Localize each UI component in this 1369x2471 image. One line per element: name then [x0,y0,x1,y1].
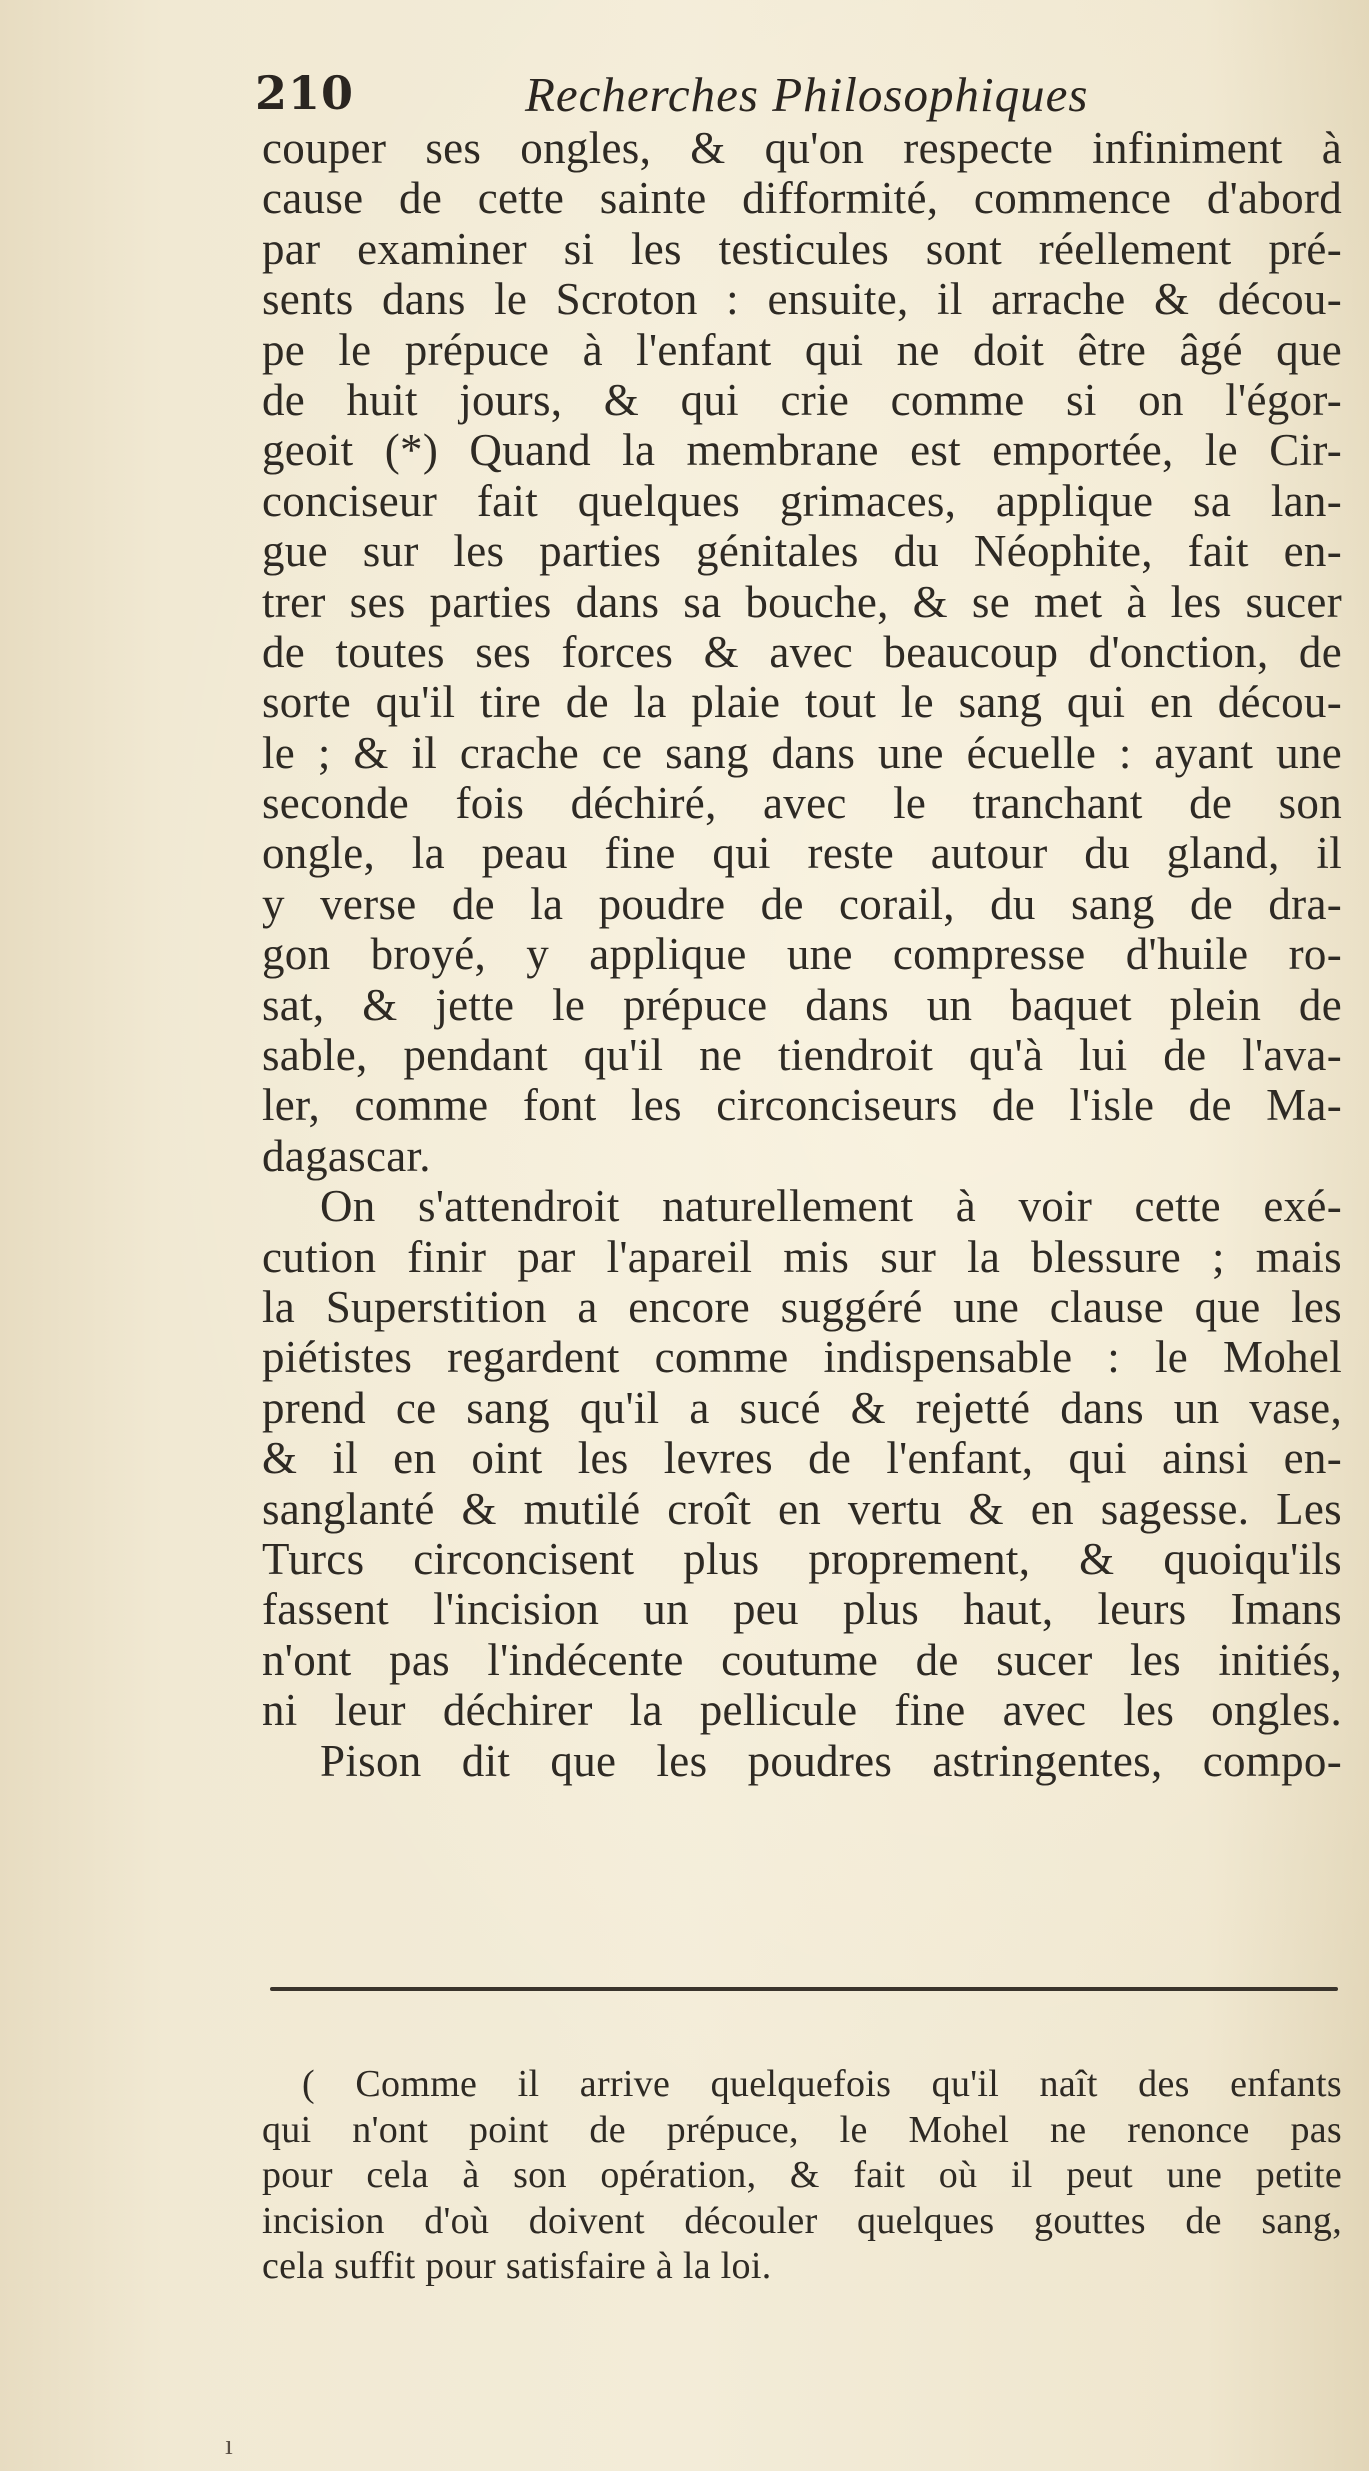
text-line: ongle, la peau fine qui reste autour du gland, il [262,828,1342,879]
text-line: piétistes regardent comme indispensable : le Mohel [262,1332,1342,1383]
margin-mark: ı [225,2430,233,2461]
page-number: 210 [255,66,355,120]
text-line: dagascar. [262,1130,431,1181]
footnote [262,2062,1342,2290]
text-line: pe le prépuce à l'enfant qui ne doit être âgé que [262,324,1342,375]
text-line: prend ce sang qu'il a sucé & rejetté dans un vase, [262,1382,1342,1433]
text-line: trer ses parties dans sa bouche, & se met à les sucer [262,576,1342,627]
paragraph-start-line: Pison dit que les poudres astringentes, compo- [320,1735,1342,1786]
footnote-line: incision d'où doivent découler quelques gouttes de sang, [262,2199,1342,2242]
text-line: cution finir par l'apareil mis sur la blessure ; mais [262,1231,1342,1282]
footnote-line: pour cela à son opération, & fait où il peut une petite [262,2154,1342,2196]
text-line: ni leur déchirer la pellicule fine avec les ongles. [262,1685,1342,1736]
footnote-divider [270,1987,1338,1991]
text-line: n'ont pas l'indécente coutume de sucer les initiés, [262,1634,1342,1685]
text-line: Turcs circoncisent plus proprement, & quoiqu'ils [262,1533,1342,1584]
text-line: le ; & il crache ce sang dans une écuelle : ayant une [262,727,1342,778]
text-line: sents dans le Scroton : ensuite, il arrache & décou- [262,274,1342,325]
text-line: & il en oint les levres de l'enfant, qui ainsi en- [262,1433,1342,1484]
text-line: seconde fois déchiré, avec le tranchant de son [262,778,1342,829]
text-line: sanglanté & mutilé croît en vertu & en sagesse. Les [262,1483,1342,1534]
text-line: par examiner si les testicules sont réellement pré- [262,223,1342,274]
text-line: sable, pendant qu'il ne tiendroit qu'à lui de l'ava- [262,1030,1342,1081]
text-line: geoit (*) Quand la membrane est emportée, le Cir- [262,425,1342,476]
main-text [262,123,1342,1786]
text-line: fassent l'incision un peu plus haut, leurs Imans [262,1584,1342,1635]
text-line: de toutes ses forces & avec beaucoup d'onction, de [262,626,1342,677]
text-line: conciseur fait quelques grimaces, applique sa lan- [262,475,1342,526]
text-line: de huit jours, & qui crie comme si on l'égor- [262,374,1342,425]
footnote-line: cela suffit pour satisfaire à la loi. [262,2245,772,2287]
text-line: ler, comme font les circonciseurs de l'isle de Ma- [262,1080,1342,1131]
footnote-line: qui n'ont point de prépuce, le Mohel ne renonce pas [262,2108,1342,2151]
text-line: la Superstition a encore suggéré une clause que les [262,1281,1342,1332]
running-title: Recherches Philosophiques [525,67,1089,122]
footnote-line: ( Comme il arrive quelquefois qu'il naît des enfants [302,2063,1342,2105]
text-line: cause de cette sainte difformité, commence d'abord [262,173,1342,224]
text-line: sat, & jette le prépuce dans un baquet plein de [262,979,1342,1030]
text-line: sorte qu'il tire de la plaie tout le sang qui en décou- [262,677,1342,728]
text-line: y verse de la poudre de corail, du sang de dra- [262,878,1342,929]
text-line: couper ses ongles, & qu'on respecte infiniment à [262,123,1342,173]
paragraph-start-line: On s'attendroit naturellement à voir cette exé- [320,1181,1342,1232]
text-line: gue sur les parties génitales du Néophite, fait en- [262,526,1342,577]
text-line: gon broyé, y applique une compresse d'huile ro- [262,929,1342,980]
